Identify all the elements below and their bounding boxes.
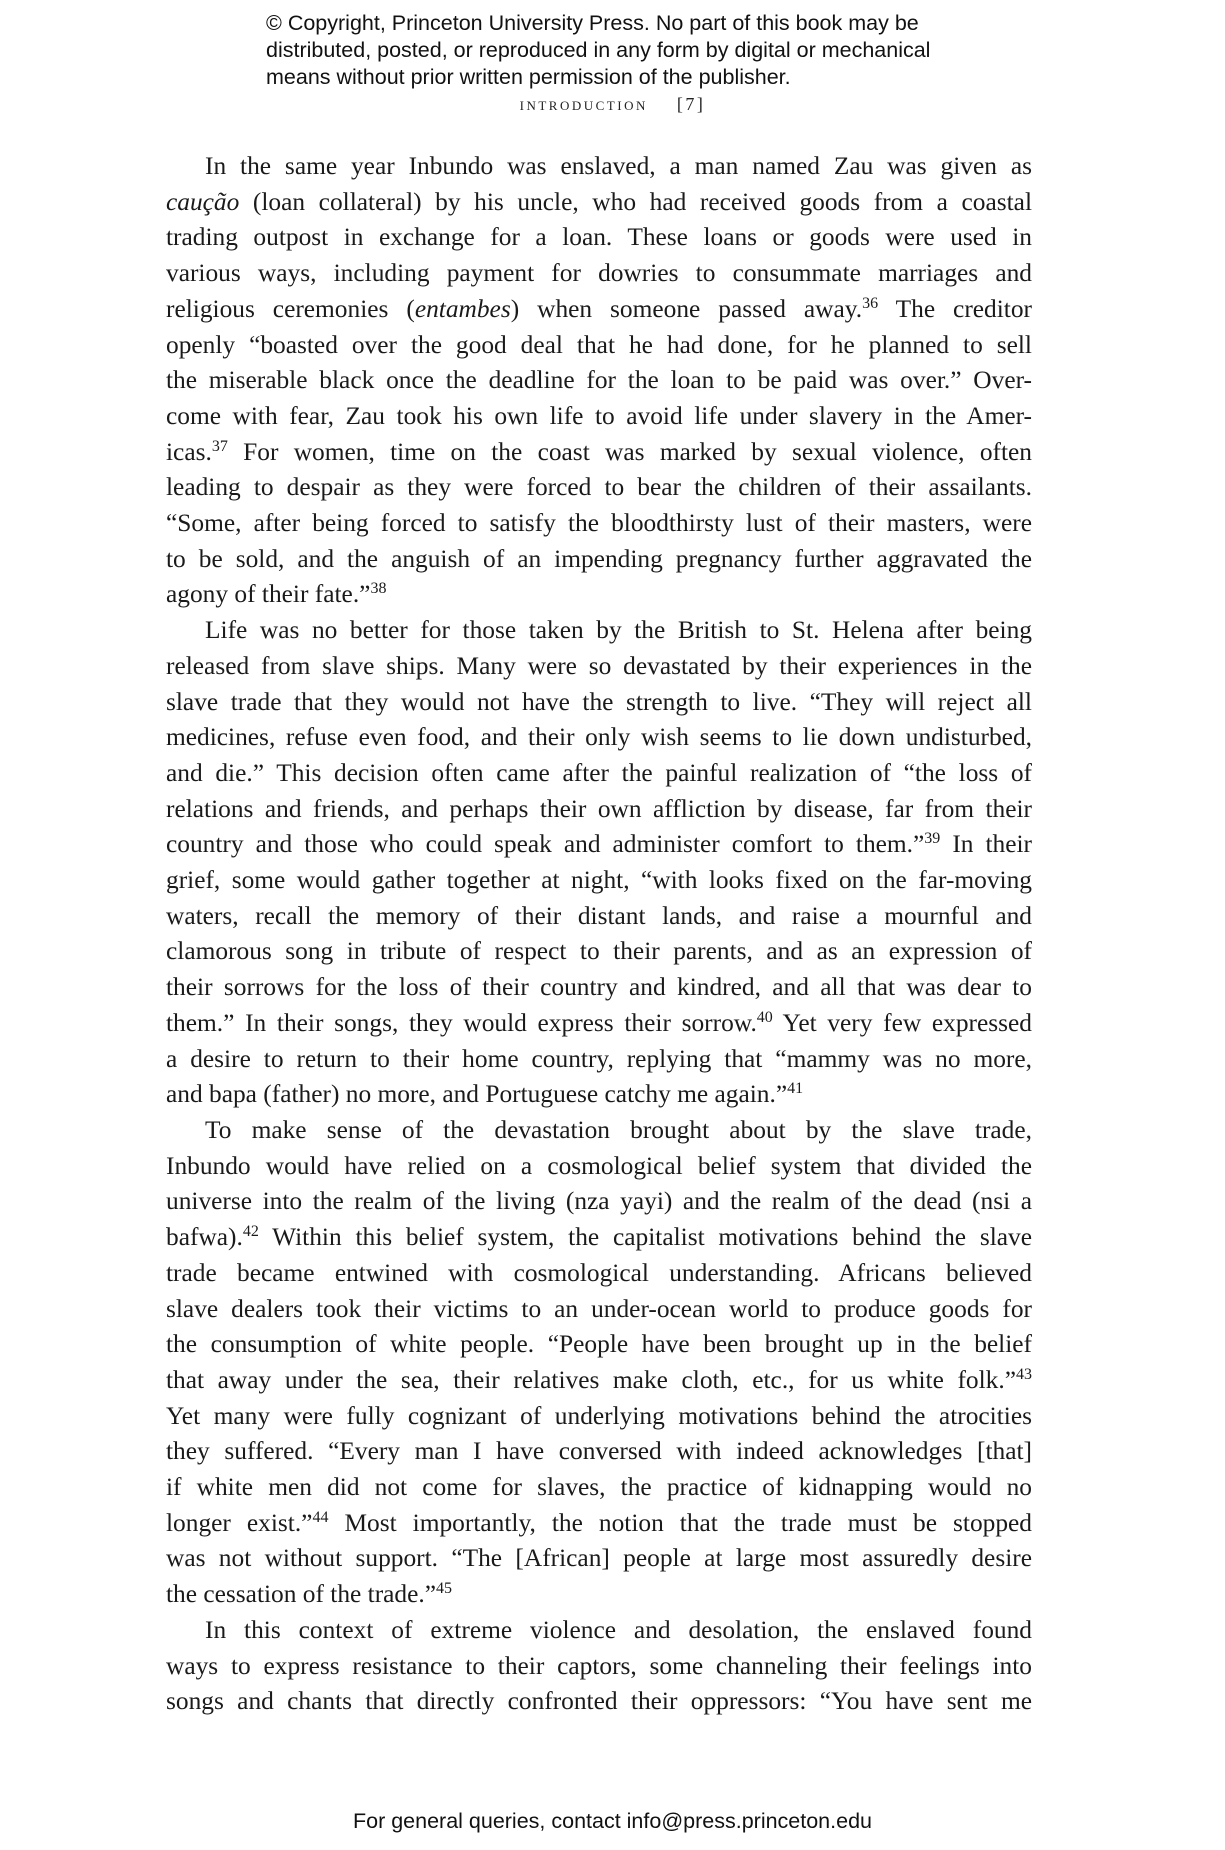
copyright-line: means without prior written permission of the publisher. xyxy=(266,65,791,89)
text-line: To make sense of the devastation brought about by the slave trade, xyxy=(205,1115,1032,1144)
text-line: Yet many were fully cognizant of underlying motivations behind the atrocities xyxy=(166,1401,1032,1430)
text-line: released from slave ships. Many were so devastated by their experiences in the xyxy=(166,651,1032,680)
footnote-marker: 41 xyxy=(787,1080,804,1098)
text-line: clamorous song in tribute of respect to their parents, and as an expression of xyxy=(166,937,1032,966)
text-line: bafwa).$^{42}$ Within this belief system, the capitalist motivations behind the slave xyxy=(166,1223,1032,1252)
text-line: that away under the sea, their relatives make cloth, etc., for us white folk.”$^{43}$ xyxy=(166,1365,1032,1394)
footer-contact: For general queries, contact info@press.princeton.edu xyxy=(352,1809,872,1833)
text-line: come with fear, Zau took his own life to avoid life under slavery in the Amer- xyxy=(166,401,1032,430)
text-line: various ways, including payment for dowries to consummate marriages and xyxy=(166,259,1032,288)
text-line: relations and friends, and perhaps their own affliction by disease, far from their xyxy=(166,794,1032,823)
text-line: songs and chants that directly confronted their oppressors: “You have sent me xyxy=(166,1687,1032,1716)
text-line: and bapa (father) no more, and Portuguese catchy me again.”$^{41}$ xyxy=(166,1080,804,1109)
text-line: a desire to return to their home country, replying that “mammy was no more, xyxy=(166,1044,1032,1073)
text-line: ways to express resistance to their captors, some channeling their feelings into xyxy=(166,1651,1032,1680)
text-line: Life was no better for those taken by the British to St. Helena after being xyxy=(205,616,1032,645)
footnote-marker: 42 xyxy=(242,1223,259,1241)
text-line: In the same year Inbundo was enslaved, a man named Zau was given as xyxy=(205,152,1032,180)
text-line: was not without support. “The [African] people at large most assuredly desire xyxy=(166,1544,1032,1573)
italic-term: entambes xyxy=(414,294,511,323)
paragraph xyxy=(166,1613,1032,1720)
text-line: openly “boasted over the good deal that he had done, for he planned to sell xyxy=(166,330,1032,359)
footnote-marker: 40 xyxy=(756,1008,773,1026)
italic-term: caução xyxy=(166,187,240,216)
text-line: the cessation of the trade.”$^{45}$ xyxy=(166,1580,453,1609)
text-line: slave dealers took their victims to an under-ocean world to produce goods for xyxy=(166,1294,1032,1323)
text-line: them.” In their songs, they would express their sorrow.$^{40}$ Yet very few expressed xyxy=(166,1008,1032,1037)
copyright-notice xyxy=(266,10,986,91)
text-line: if white men did not come for slaves, the practice of kidnapping would no xyxy=(166,1473,1032,1502)
text-line: the miserable black once the deadline for the loan to be paid was over.” Over- xyxy=(166,366,1032,395)
text-line: slave trade that they would not have the strength to live. “They will reject all xyxy=(166,687,1032,716)
text-line: they suffered. “Every man I have conversed with indeed acknowledges [that] xyxy=(166,1437,1032,1466)
text-line: leading to despair as they were forced to bear the children of their assailants. xyxy=(166,473,1032,502)
text-line: trading outpost in exchange for a loan. These loans or goods were used in xyxy=(166,223,1032,252)
body-text xyxy=(166,149,1032,1720)
copyright-line: © Copyright, Princeton University Press. No part of this book may be xyxy=(266,11,919,35)
paragraph xyxy=(166,613,1032,1113)
footnote-marker: 44 xyxy=(312,1508,329,1526)
text-line: agony of their fate.”$^{38}$ xyxy=(166,580,387,609)
text-line: waters, recall the memory of their distant lands, and raise a mournful and xyxy=(166,901,1032,930)
text-line: grief, some would gather together at night, “with looks fixed on the far-moving xyxy=(166,866,1032,895)
paragraph xyxy=(166,1113,1032,1613)
text-line: universe into the realm of the living (nza yayi) and the realm of the dead (nsi a xyxy=(166,1187,1032,1216)
footnote-marker: 36 xyxy=(862,294,879,312)
text-line: Inbundo would have relied on a cosmological belief system that divided the xyxy=(166,1151,1032,1180)
footnote-marker: 37 xyxy=(211,437,228,455)
text-line: their sorrows for the loss of their country and kindred, and all that was dear to xyxy=(166,973,1032,1002)
text-line: longer exist.”$^{44}$ Most importantly, the notion that the trade must be stopped xyxy=(166,1508,1032,1537)
text-line: medicines, refuse even food, and their only wish seems to lie down undisturbed, xyxy=(166,723,1032,752)
text-line: icas.$^{37}$ For women, time on the coast was marked by sexual violence, often xyxy=(166,437,1032,466)
running-head xyxy=(0,94,1225,115)
page-number: [7] xyxy=(676,94,706,114)
footnote-marker: 38 xyxy=(370,580,387,598)
text-line: to be sold, and the anguish of an impending pregnancy further aggravated the xyxy=(166,544,1032,573)
text-line: trade became entwined with cosmological understanding. Africans believed xyxy=(166,1258,1032,1287)
footnote-marker: 39 xyxy=(924,830,941,848)
footnote-marker: 45 xyxy=(436,1580,453,1598)
copyright-line: distributed, posted, or reproduced in any form by digital or mechanical xyxy=(266,38,931,62)
text-line: In this context of extreme violence and desolation, the enslaved found xyxy=(205,1615,1032,1644)
text-line: “Some, after being forced to satisfy the bloodthirsty lust of their masters, were xyxy=(166,509,1032,538)
running-head-title: introduction xyxy=(519,94,648,114)
footnote-marker: 43 xyxy=(1016,1365,1032,1383)
text-line: and die.” This decision often came after the painful realization of “the loss of xyxy=(166,758,1032,787)
paragraph xyxy=(166,149,1032,613)
text-line: caução (loan collateral) by his uncle, who had received goods from a coastal xyxy=(166,187,1032,216)
text-line: religious ceremonies (entambes) when someone passed away.$^{36}$ The creditor xyxy=(166,294,1032,323)
text-line: country and those who could speak and administer comfort to them.”$^{39}$ In their xyxy=(166,830,1033,859)
text-line: the consumption of white people. “People have been brought up in the belief xyxy=(166,1330,1032,1359)
